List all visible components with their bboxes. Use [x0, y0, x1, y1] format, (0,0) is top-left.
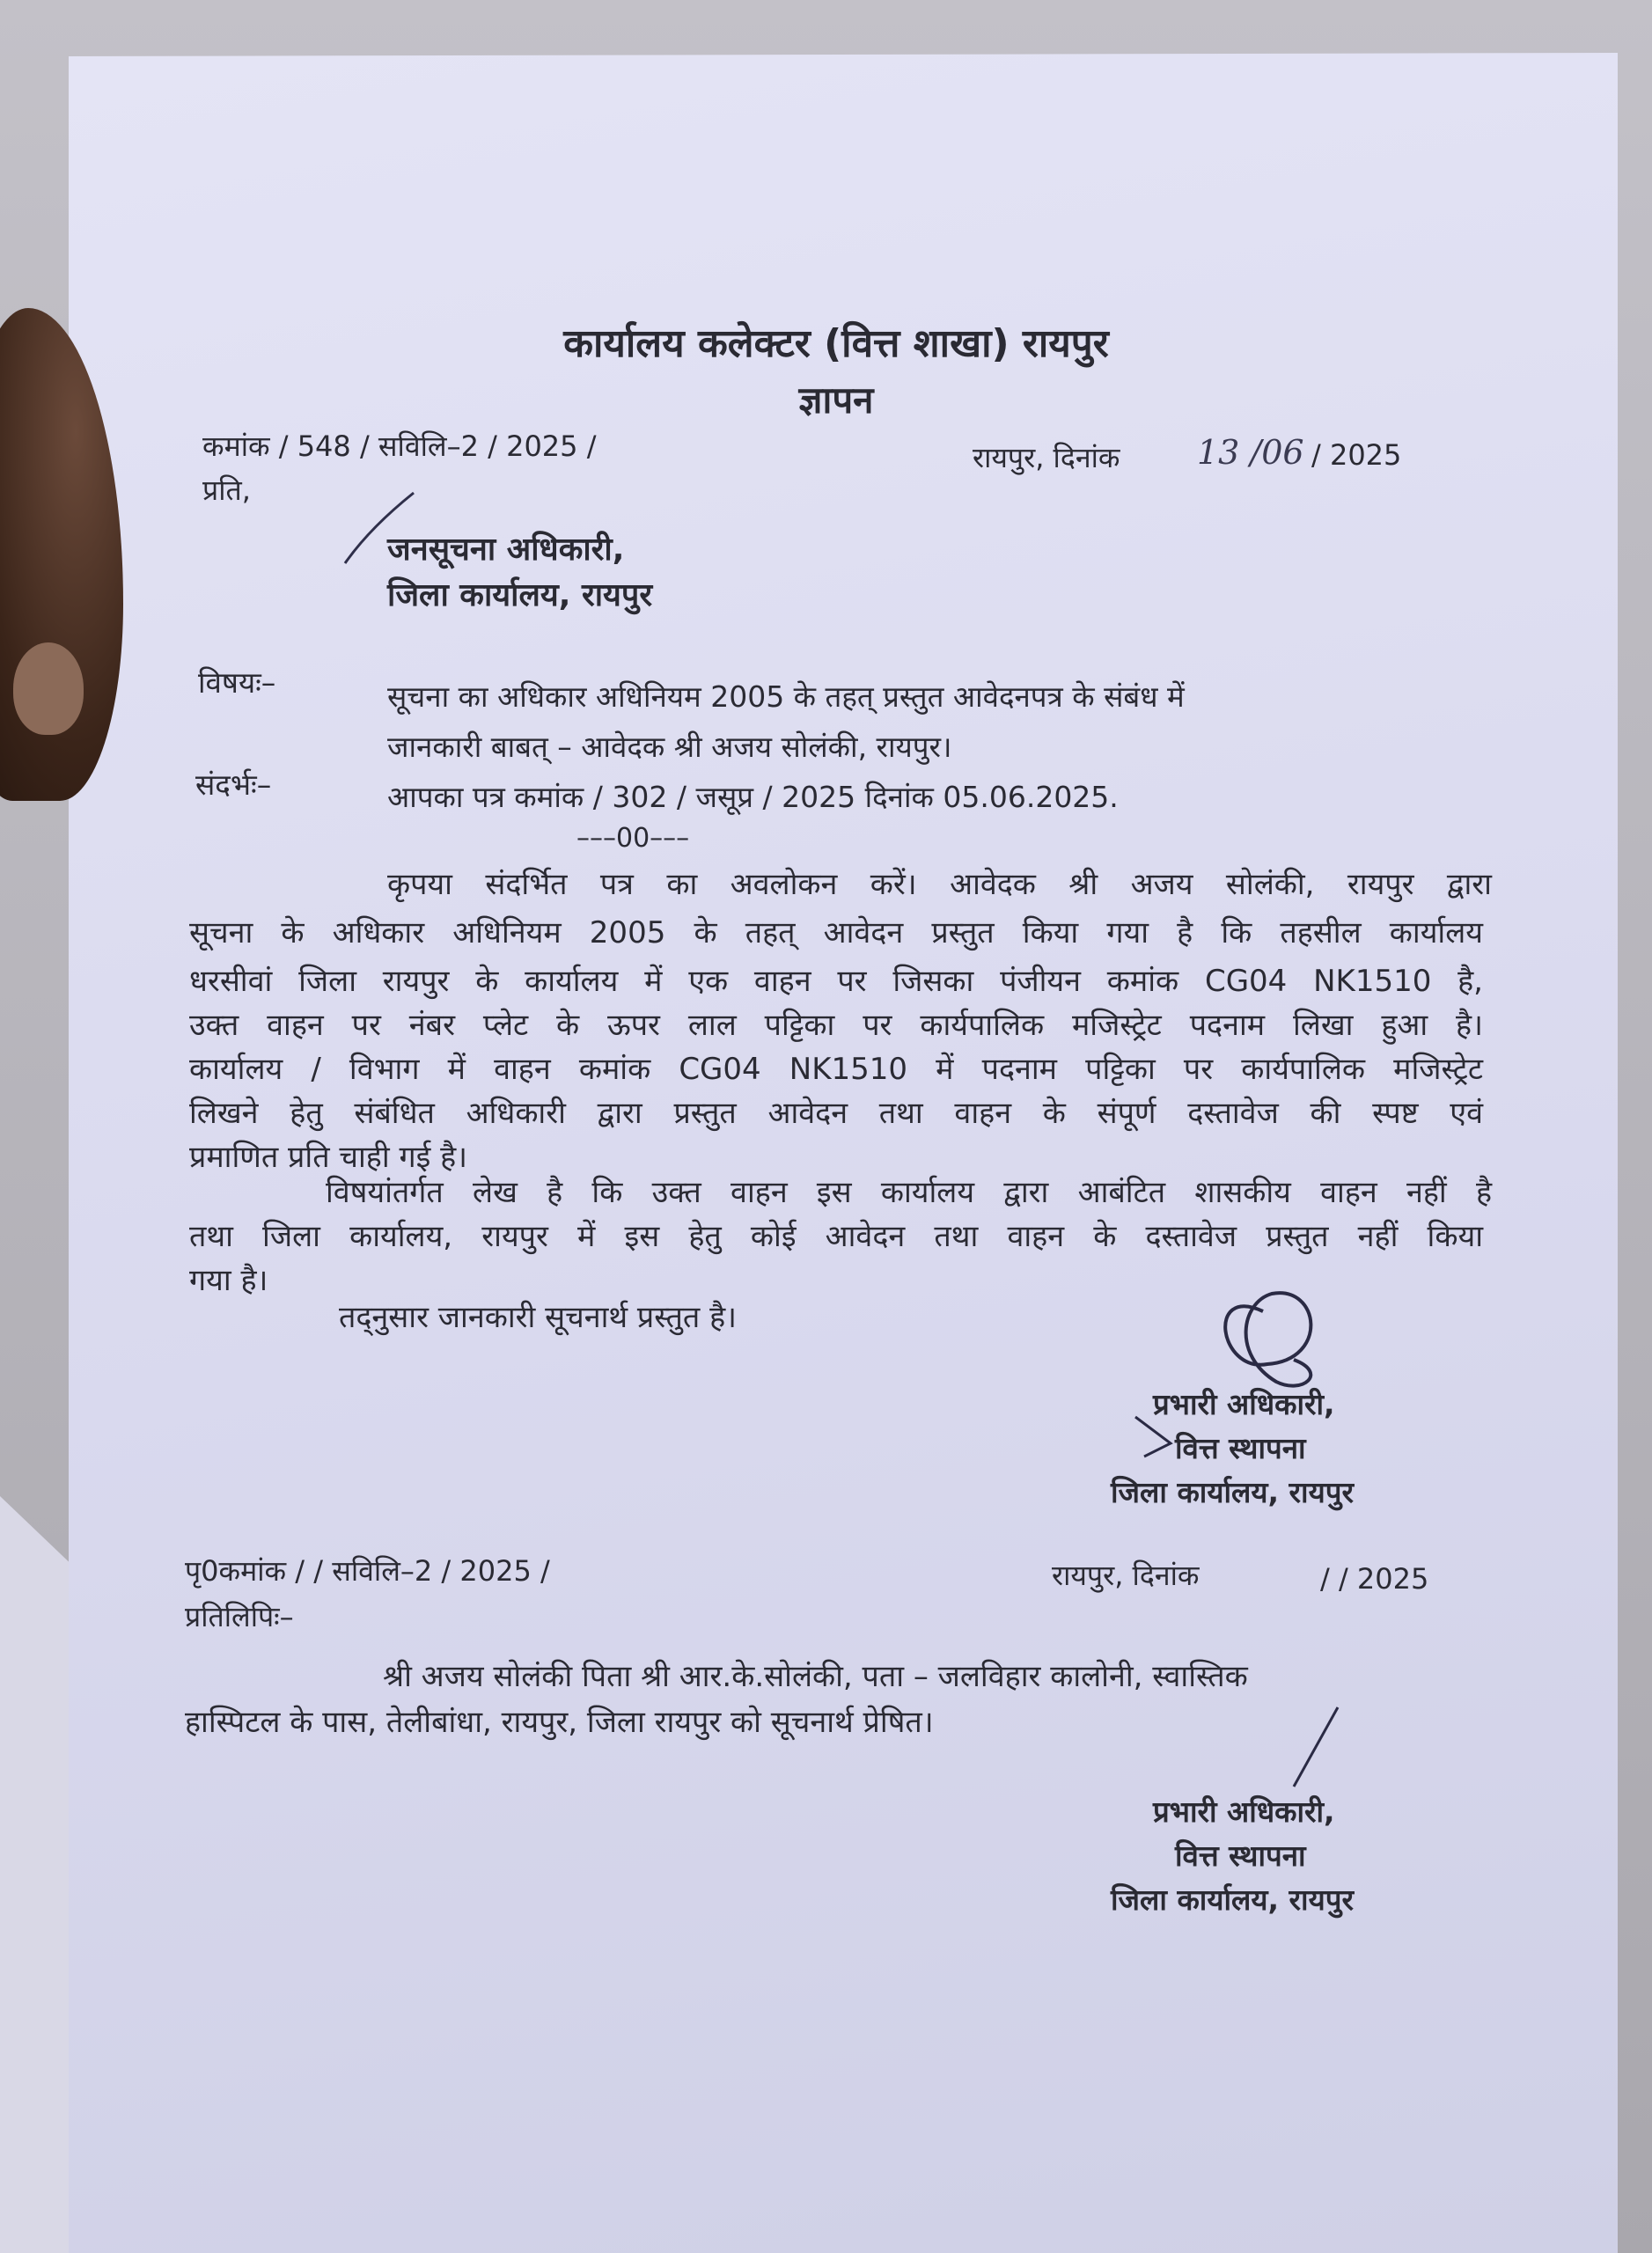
copy-date-prefix: रायपुर, दिनांक	[1052, 1559, 1200, 1592]
reference-text: आपका पत्र कमांक / 302 / जसूप्र / 2025 दिनांक 05.06.2025.	[387, 780, 1119, 814]
signatory-office: जिला कार्यालय, रायपुर	[1111, 1475, 1354, 1509]
para1-line: कृपया संदर्भित पत्र का अवलोकन करें। आवेदक श्री अजय सोलंकी, रायपुर द्वारा	[387, 867, 1492, 902]
subject-label: विषयः–	[198, 665, 276, 700]
subject-line1: सूचना का अधिकार अधिनियम 2005 के तहत् प्रस्तुत आवेदनपत्र के संबंध में	[387, 679, 1185, 714]
para1-line: धरसीवां जिला रायपुर के कार्यालय में एक वाहन पर जिसका पंजीयन कमांक CG04 NK1510 है,	[189, 964, 1483, 999]
signature-slash	[1294, 1707, 1338, 1787]
para1-line: लिखने हेतु संबंधित अधिकारी द्वारा प्रस्तुत आवेदन तथा वाहन के संपूर्ण दस्तावेज की स्पष्ट एवं	[189, 1096, 1483, 1131]
para3: तद्नुसार जानकारी सूचनार्थ प्रस्तुत है।	[339, 1300, 738, 1335]
recipient-line2: जिला कार्यालय, रायपुर	[387, 577, 653, 613]
signatory-dept-2: वित्त स्थापना	[1175, 1838, 1306, 1873]
office-title: कार्यालय कलेक्टर (वित्त शाखा) रायपुर	[563, 321, 1109, 366]
copy-date-suffix: / / 2025	[1320, 1562, 1429, 1596]
signatory-title-2: प्रभारी अधिकारी,	[1153, 1794, 1335, 1829]
para1-line: कार्यालय / विभाग में वाहन कमांक CG04 NK1510 में पदनाम पट्टिका पर कार्यपालिक मजिस्ट्रेट	[189, 1052, 1483, 1087]
signatory-office-2: जिला कार्यालय, रायपुर	[1111, 1882, 1354, 1917]
reference-number: कमांक / 548 / सविलि–2 / 2025 /	[202, 429, 597, 463]
divider: –––00–––	[576, 823, 690, 854]
para2-line-last: गया है।	[189, 1263, 268, 1298]
para2-line: विषयांतर्गत लेख है कि उक्त वाहन इस कार्यालय द्वारा आबंटित शासकीय वाहन नहीं है	[326, 1175, 1492, 1210]
reference-label: संदर्भः–	[195, 767, 272, 802]
copy-label: प्रतिलिपिः–	[185, 1600, 294, 1633]
copy-reference: पृ0कमांक / / सविलि–2 / 2025 /	[185, 1554, 550, 1588]
para1-line: उक्त वाहन पर नंबर प्लेट के ऊपर लाल पट्टिका पर कार्यपालिक मजिस्ट्रेट पदनाम लिखा हुआ है।	[189, 1008, 1483, 1043]
signatory-title: प्रभारी अधिकारी,	[1153, 1387, 1335, 1421]
date-handwritten: 13 /06	[1197, 433, 1304, 472]
doc-type: ज्ञापन	[798, 378, 874, 422]
copy-text-line1: श्री अजय सोलंकी पिता श्री आर.के.सोलंकी, पता – जलविहार कालोनी, स्वास्तिक	[383, 1659, 1248, 1694]
prati-label: प्रति,	[202, 473, 251, 507]
para2-line: तथा जिला कार्यालय, रायपुर में इस हेतु कोई आवेदन तथा वाहन के दस्तावेज प्रस्तुत नहीं किया	[189, 1219, 1483, 1254]
signature-scribble	[1225, 1293, 1311, 1385]
recipient-line1: जनसूचना अधिकारी,	[387, 532, 625, 568]
date-prefix: रायपुर, दिनांक	[973, 441, 1120, 474]
copy-text-line2: हास्पिटल के पास, तेलीबांधा, रायपुर, जिला रायपुर को सूचनार्थ प्रेषित।	[185, 1705, 934, 1740]
para1-line: सूचना के अधिकार अधिनियम 2005 के तहत् आवेदन प्रस्तुत किया गया है कि तहसील कार्यालय	[189, 915, 1483, 950]
subject-line2: जानकारी बाबत् – आवेदक श्री अजय सोलंकी, रायपुर।	[387, 730, 952, 764]
signatory-dept: वित्त स्थापना	[1175, 1431, 1306, 1465]
para1-line-last: प्रमाणित प्रति चाही गई है।	[189, 1140, 468, 1175]
date-year: / 2025	[1311, 438, 1402, 472]
